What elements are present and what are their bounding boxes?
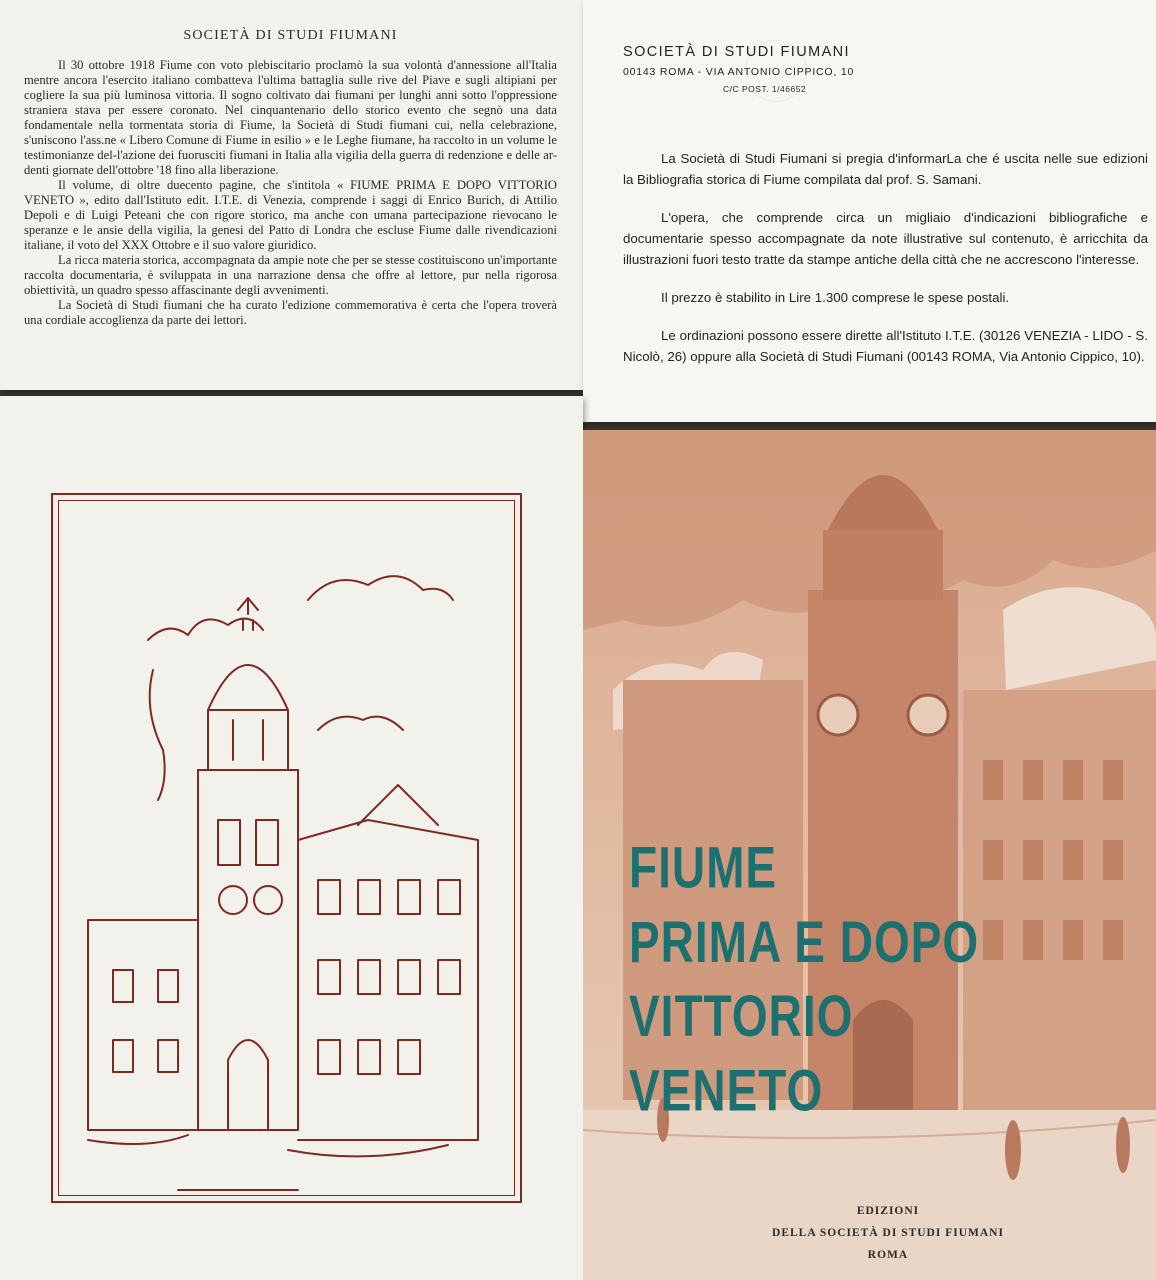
clock-tower-drawing-sheet — [0, 396, 583, 1280]
letter-paragraph-1: La Società di Studi Fiumani si pregia d'informarLa che é uscita nelle sue edizioni la Bibliografia storica di Fiume compilata dal prof. S. Samani. — [623, 151, 1148, 187]
letter-org-name: SOCIETÀ DI STUDI FIUMANI — [623, 44, 850, 60]
embossed-stamp — [745, 40, 807, 102]
publisher-line-3: ROMA — [867, 1249, 909, 1261]
cover-title-line-2: PRIMA E DOPO — [629, 908, 980, 975]
leaflet-paragraph-3: La ricca materia storica, accompagnata da ampie note che per se stesse costituiscono un'importante raccolta documentaria, è sviluppata in una narrazione densa che offre al lettore, pur nella rigorosa obiettività, un quadro spesso affascinante degli avvenimenti. — [24, 253, 557, 297]
drawing-frame — [51, 493, 522, 1203]
clock-tower-drawing — [58, 500, 517, 1198]
book-cover — [583, 430, 1156, 1280]
cover-title — [629, 830, 979, 1127]
letter-body — [623, 148, 1148, 367]
leaflet-paragraph-2: Il volume, di oltre duecento pagine, che s'intitola « FIUME PRIMA E DOPO VITTORIO VENETO », edito dall'Istituto edit. I.T.E. di Venezia, comprende i saggi di Enrico Burich, di Attilio Depoli e di Luigi Peteani che con rigore storico, ma anche con umana partecipazione rievocano le speranze e le ansie della vigilia, la genesi del Patto di Londra che escluse Fiume dalle rivendicazioni italiane, il voto del XXX Ottobre e il suo valore giuridico. — [24, 178, 557, 252]
letter-paragraph-3: Il prezzo è stabilito in Lire 1.300 comprese le spese postali. — [661, 290, 1010, 305]
letter-paragraph-2: L'opera, che comprende circa un migliaio d'indicazioni bibliografiche e documentarie spesso accompagnate da note illustrative sul contenuto, è arricchita da illustrazioni fuori testo tratte da stampe antiche della città che ne accrescono l'interesse. — [623, 210, 1148, 267]
leaflet-paragraph-4: La Società di Studi fiumani che ha curato l'edizione commemorativa è certa che l'opera troverà una cordiale accoglienza da parte dei lettori. — [24, 298, 557, 327]
cover-title-line-4: VENETO — [629, 1056, 824, 1124]
letter-postal-account: C/C POST. 1/46652 — [723, 84, 807, 94]
leaflet-header: SOCIETÀ DI STUDI FIUMANI — [183, 28, 398, 43]
announcement-leaflet — [0, 0, 583, 390]
leaflet-paragraph-1: Il 30 ottobre 1918 Fiume con voto plebiscitario proclamò la sua volontà d'annessione all'Italia mentre ancora l'esercito italiano combatteva l'ultima battaglia sulle rive del Piave e sugli altipiani per cogliere la sua più luminosa vittoria. Il sogno coltivato dai fiumani per lunghi anni sotto l'oppressione straniera stava per essere coronato. Nel cinquantenario dello storico evento che segnò una data fondamentale nella tormentata storia di Fiume, la Società di Studi fiumani cui, nella celebrazione, s'uniscono l'ass.ne « Libero Comune di Fiume in esilio » e le Leghe fiumane, ha raccolto in un volume le testimonianze del-l'azione dei fuorusciti fiumani in Italia alla vigilia della guerra di redenzione e delle ar-denti giornate dell'ottobre '18 fino alla liberazione. — [24, 58, 557, 177]
cover-title-line-1: FIUME — [629, 833, 778, 901]
letter-paragraph-4: Le ordinazioni possono essere dirette all'Istituto I.T.E. (30126 VENEZIA - LIDO - S. Nicolò, 26) oppure alla Società di Studi Fiumani (00143 ROMA, Via Antonio Cippico, 10). — [623, 328, 1148, 364]
publisher-line-2: DELLA SOCIETÀ DI STUDI FIUMANI — [772, 1227, 1004, 1239]
cover-title-line-3: VITTORIO — [629, 982, 854, 1049]
cover-publisher — [723, 1200, 1053, 1266]
society-letter — [583, 0, 1156, 422]
publisher-line-1: EDIZIONI — [856, 1205, 920, 1217]
letter-address: 00143 ROMA - VIA ANTONIO CIPPICO, 10 — [623, 66, 855, 78]
